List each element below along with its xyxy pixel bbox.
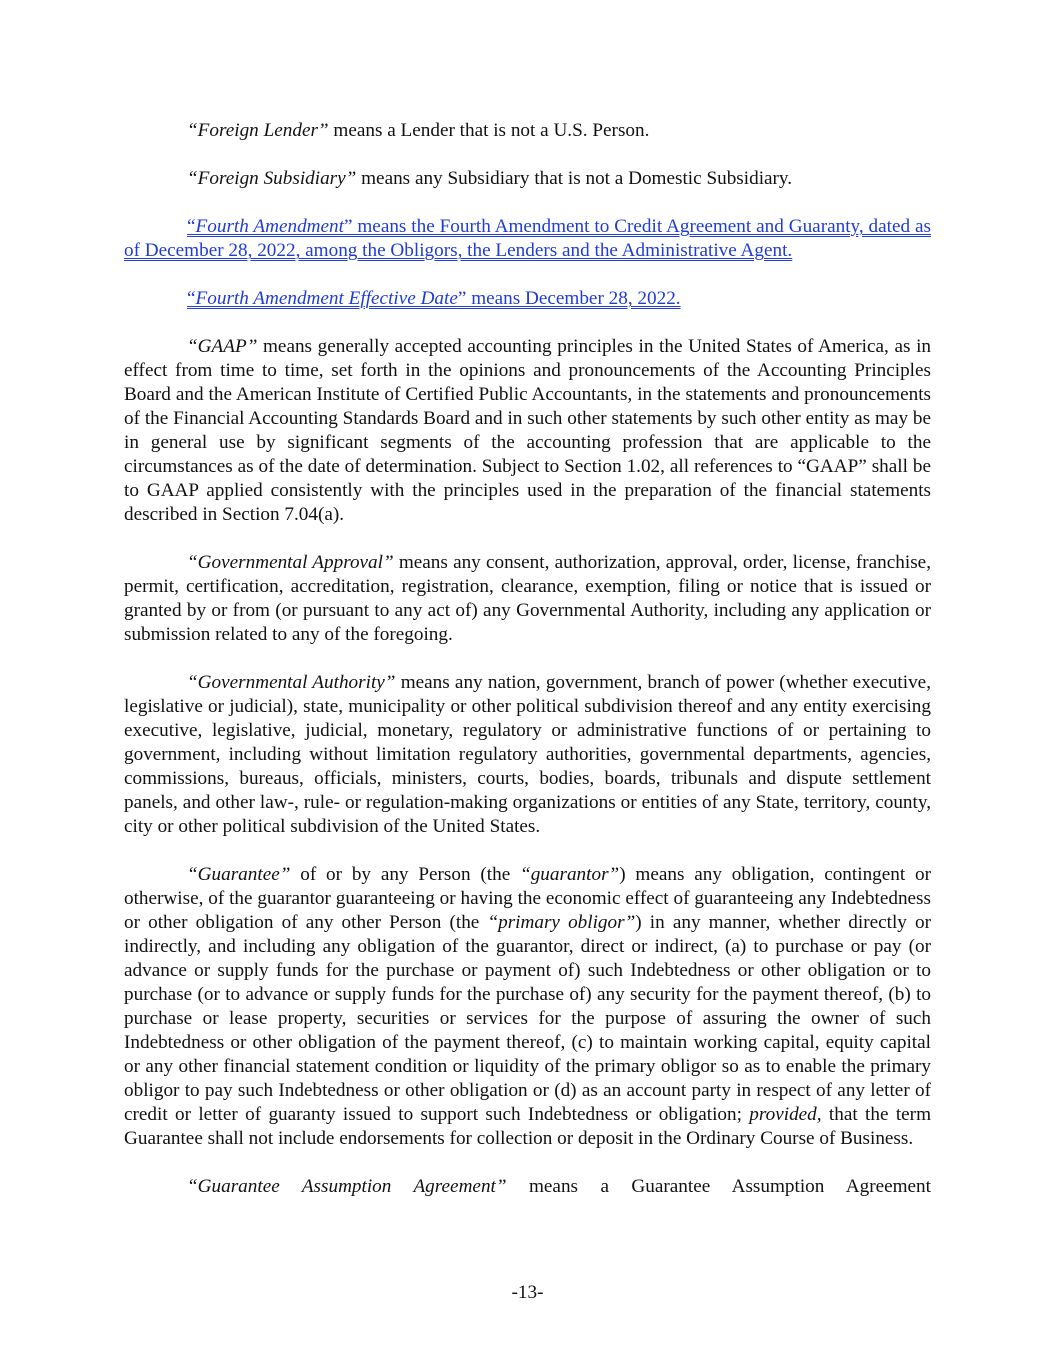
defined-term-primary-obligor: “primary obligor” xyxy=(487,912,636,933)
definition-text: means any consent, authorization, approval, order, license, franchise, permit, certification, accreditation, registration, clearance, exemption, filing or notice that is issued or granted by or from (or pursuant to any act of) any Governmental Authority, including any application or submission related to any of the foregoing. xyxy=(124,552,931,645)
definition-guarantee-assumption-agreement xyxy=(124,1175,931,1199)
defined-term: “Guarantee” xyxy=(187,864,291,885)
inserted-text xyxy=(187,288,681,309)
definition-foreign-subsidiary xyxy=(124,167,931,191)
defined-term: Fourth Amendment xyxy=(195,216,344,237)
definition-text: of or by any Person (the xyxy=(290,864,521,885)
definition-text: means any nation, government, branch of power (whether executive, legislative or judicial), state, municipality or other political subdivision thereof and any entity exercising executive, legislative, judicial, monetary, regulatory or administrative functions of or pertaining to government, including without limitation regulatory authorities, governmental departments, agencies, commissions, bureaus, officials, ministers, courts, bodies, boards, tribunals and dispute settlement panels, and other law-, rule- or regulation-making organizations or entities of any State, territory, county, city or other political subdivision of the United States. xyxy=(124,672,931,837)
defined-term: “Guarantee Assumption Agreement” xyxy=(187,1176,507,1197)
definition-text: means any Subsidiary that is not a Domestic Subsidiary. xyxy=(356,168,793,189)
definition-fourth-amendment-effective-date xyxy=(124,287,931,311)
definition-text: means generally accepted accounting principles in the United States of America, as in effect from time to time, set forth in the opinions and pronouncements of the Accounting Principles Board and the American Institute of Certified Public Accountants, in the statements and pronouncements of the Financial Accounting Standards Board and in such other statements by such other entity as may be in general use by significant segments of the accounting profession that are applicable to the circumstances as of the date of determination. Subject to Section 1.02, all references to “GAAP” shall be to GAAP applied consistently with the principles used in the preparation of the financial statements described in Section 7.04(a). xyxy=(124,336,931,525)
definition-text: ” means the Fourth Amendment to Credit Agreement and Guaranty, dated as of December 28, 2022, among the Obligors, the Lenders and the Administrative Agent. xyxy=(124,216,931,261)
definition-governmental-approval xyxy=(124,551,931,647)
page-number: -13- xyxy=(511,1282,544,1303)
definition-governmental-authority xyxy=(124,671,931,839)
defined-term: “GAAP” xyxy=(187,336,258,357)
open-quote: “ xyxy=(187,288,196,309)
definition-text: ) in any manner, whether directly or indirectly, and including any obligation of the guarantor, direct or indirect, (a) to purchase or pay (or advance or supply funds for the purchase or payment of) such Indebtedness or other obligation or to purchase (or to advance or supply funds for the purchase of) any security for the payment thereof, (b) to purchase or lease property, securities or services for the purpose of assuring the owner of such Indebtedness or other obligation of the payment thereof, (c) to maintain working capital, equity capital or any other financial statement condition or liquidity of the primary obligor so as to enable the primary obligor to pay such Indebtedness or other obligation or (d) as an account party in respect of any letter of credit or letter of guaranty issued to support such Indebtedness or obligation; xyxy=(124,912,932,1125)
definition-text: means a Guarantee Assumption Agreement xyxy=(506,1176,931,1197)
defined-term: Fourth Amendment Effective Date xyxy=(195,288,458,309)
provided-emphasis: provided, xyxy=(749,1104,822,1125)
defined-term: “Governmental Authority” xyxy=(187,672,396,693)
defined-term: “Governmental Approval” xyxy=(187,552,394,573)
document-page xyxy=(124,119,931,1199)
definition-foreign-lender xyxy=(124,119,931,143)
definition-text: that the term Guarantee shall not include endorsements for collection or deposit in the Ordinary Course of Business. xyxy=(124,1104,931,1149)
definition-text: ” means December 28, 2022. xyxy=(457,288,681,309)
defined-term-guarantor: “guarantor” xyxy=(520,864,620,885)
defined-term: “Foreign Lender” xyxy=(187,120,329,141)
inserted-text xyxy=(124,216,931,261)
definition-guarantee xyxy=(124,863,931,1151)
defined-term: “Foreign Subsidiary” xyxy=(187,168,357,189)
open-quote: “ xyxy=(187,216,196,237)
definition-gaap xyxy=(124,335,931,527)
definition-text: means a Lender that is not a U.S. Person. xyxy=(328,120,650,141)
definition-fourth-amendment xyxy=(124,215,931,263)
definition-text: ) means any obligation, contingent or otherwise, of the guarantor guaranteeing or having the economic effect of guaranteeing any Indebtedness or other obligation of any other Person (the xyxy=(124,864,931,933)
